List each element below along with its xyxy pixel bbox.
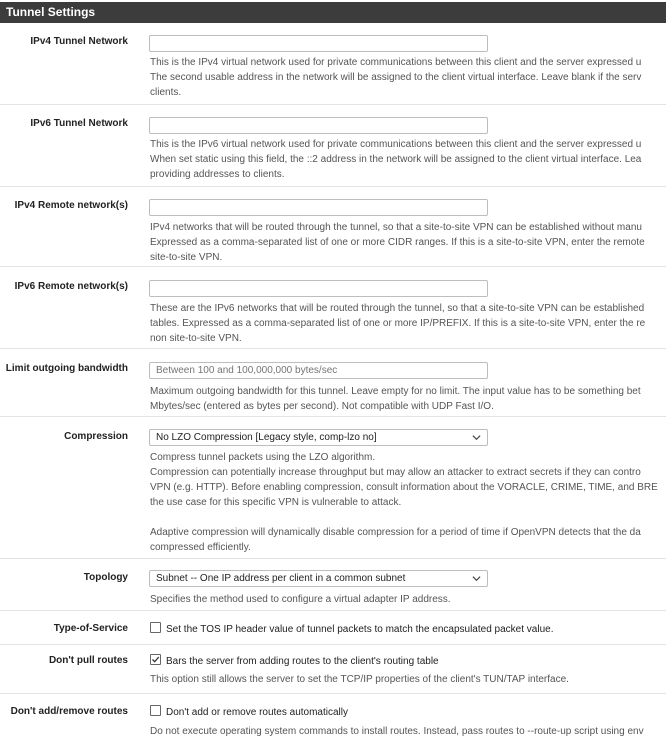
dont-pull-routes-option (150, 654, 666, 669)
row-dont-pull-routes (0, 645, 666, 694)
dont-pull-routes-help: This option still allows the server to set the TCP/IP properties of the client's TUN/TAP interface. (150, 674, 569, 685)
topology-label: Topology (83, 572, 128, 583)
ipv6-tunnel-network-help: This is the IPv6 virtual network used for private communications between this client and the server expressed u When set static using this field, the ::2 address in the network will be assigned to the client virtual interface. Lea providing addresses to clients. (150, 139, 642, 180)
ipv4-remote-networks-input[interactable] (149, 199, 488, 216)
dont-add-remove-routes-checkbox-label: Don't add or remove routes automatically (166, 707, 348, 718)
ipv6-remote-networks-label: IPv6 Remote network(s) (14, 281, 128, 292)
ipv6-tunnel-network-input[interactable] (149, 117, 488, 134)
ipv4-remote-networks-label: IPv4 Remote network(s) (14, 200, 128, 211)
compression-label: Compression (64, 431, 128, 442)
chevron-down-icon (472, 574, 481, 583)
type-of-service-option (150, 622, 666, 637)
limit-outgoing-bandwidth-label: Limit outgoing bandwidth (5, 363, 128, 374)
ipv4-tunnel-network-input[interactable] (149, 35, 488, 52)
ipv6-tunnel-network-label: IPv6 Tunnel Network (30, 118, 128, 129)
panel-title: Tunnel Settings (0, 2, 666, 23)
ipv4-remote-networks-help: IPv4 networks that will be routed through the tunnel, so that a site-to-site VPN can be established without manu Expressed as a comma-separated list of one or more CIDR ranges. If this is a site-to-site VPN, enter the remote site-to-site VPN. (150, 222, 645, 263)
dont-add-remove-routes-label: Don't add/remove routes (10, 706, 128, 717)
checkmark-icon (151, 655, 160, 664)
row-ipv6-remote-networks (0, 267, 666, 349)
compression-help: Compress tunnel packets using the LZO algorithm. Compression can potentially increase throughput but may allow an attacker to extract secrets if they can contro VPN (e.g. HTTP). Before enabling compression, consult information about the VORACLE, CRIME, TIME, and BRE the use case for this specific VPN is vulnerable to attack. Adaptive compression will dynamically disable compression for a period of time if OpenVPN detects that the da compressed efficiently. (150, 452, 658, 553)
ipv4-tunnel-network-label: IPv4 Tunnel Network (30, 36, 128, 47)
row-dont-add-remove-routes (0, 694, 666, 746)
dont-add-remove-routes-help: Do not execute operating system commands to install routes. Instead, pass routes to --route-up script using env (150, 726, 644, 737)
type-of-service-checkbox[interactable] (150, 622, 161, 633)
topology-help: Specifies the method used to configure a virtual adapter IP address. (150, 594, 451, 605)
ipv4-tunnel-network-help: This is the IPv4 virtual network used for private communications between this client and the server expressed u The second usable address in the network will be assigned to the client virtual interface. Leave blank if the serv clients. (150, 57, 642, 98)
limit-outgoing-bandwidth-help: Maximum outgoing bandwidth for this tunnel. Leave empty for no limit. The input value has to be something bet Mbytes/sec (entered as bytes per second). Not compatible with UDP Fast I/O. (150, 386, 641, 412)
type-of-service-label: Type-of-Service (53, 623, 128, 634)
row-limit-outgoing-bandwidth (0, 349, 666, 417)
ipv6-remote-networks-input[interactable] (149, 280, 488, 297)
row-type-of-service (0, 611, 666, 645)
ipv6-remote-networks-help: These are the IPv6 networks that will be routed through the tunnel, so that a site-to-site VPN can be established tables. Expressed as a comma-separated list of one or more IP/PREFIX. If this is a site-to-site VPN, enter the re non site-to-site VPN. (150, 303, 646, 344)
compression-selected-value: No LZO Compression [Legacy style, comp-lzo no] (156, 432, 377, 443)
row-ipv6-tunnel-network (0, 105, 666, 187)
dont-pull-routes-label: Don't pull routes (48, 655, 128, 666)
dont-pull-routes-checkbox-label: Bars the server from adding routes to the client's routing table (166, 656, 439, 667)
topology-selected-value: Subnet -- One IP address per client in a common subnet (156, 573, 406, 584)
compression-select[interactable] (149, 429, 488, 446)
chevron-down-icon (472, 433, 481, 442)
topology-select[interactable] (149, 570, 488, 587)
row-topology (0, 559, 666, 611)
type-of-service-checkbox-label: Set the TOS IP header value of tunnel packets to match the encapsulated packet value. (166, 624, 554, 635)
limit-outgoing-bandwidth-input[interactable] (149, 362, 488, 379)
dont-add-remove-routes-option (150, 705, 666, 720)
row-ipv4-tunnel-network (0, 23, 666, 105)
row-ipv4-remote-networks (0, 187, 666, 267)
dont-pull-routes-checkbox[interactable] (150, 654, 161, 665)
row-compression (0, 417, 666, 559)
dont-add-remove-routes-checkbox[interactable] (150, 705, 161, 716)
